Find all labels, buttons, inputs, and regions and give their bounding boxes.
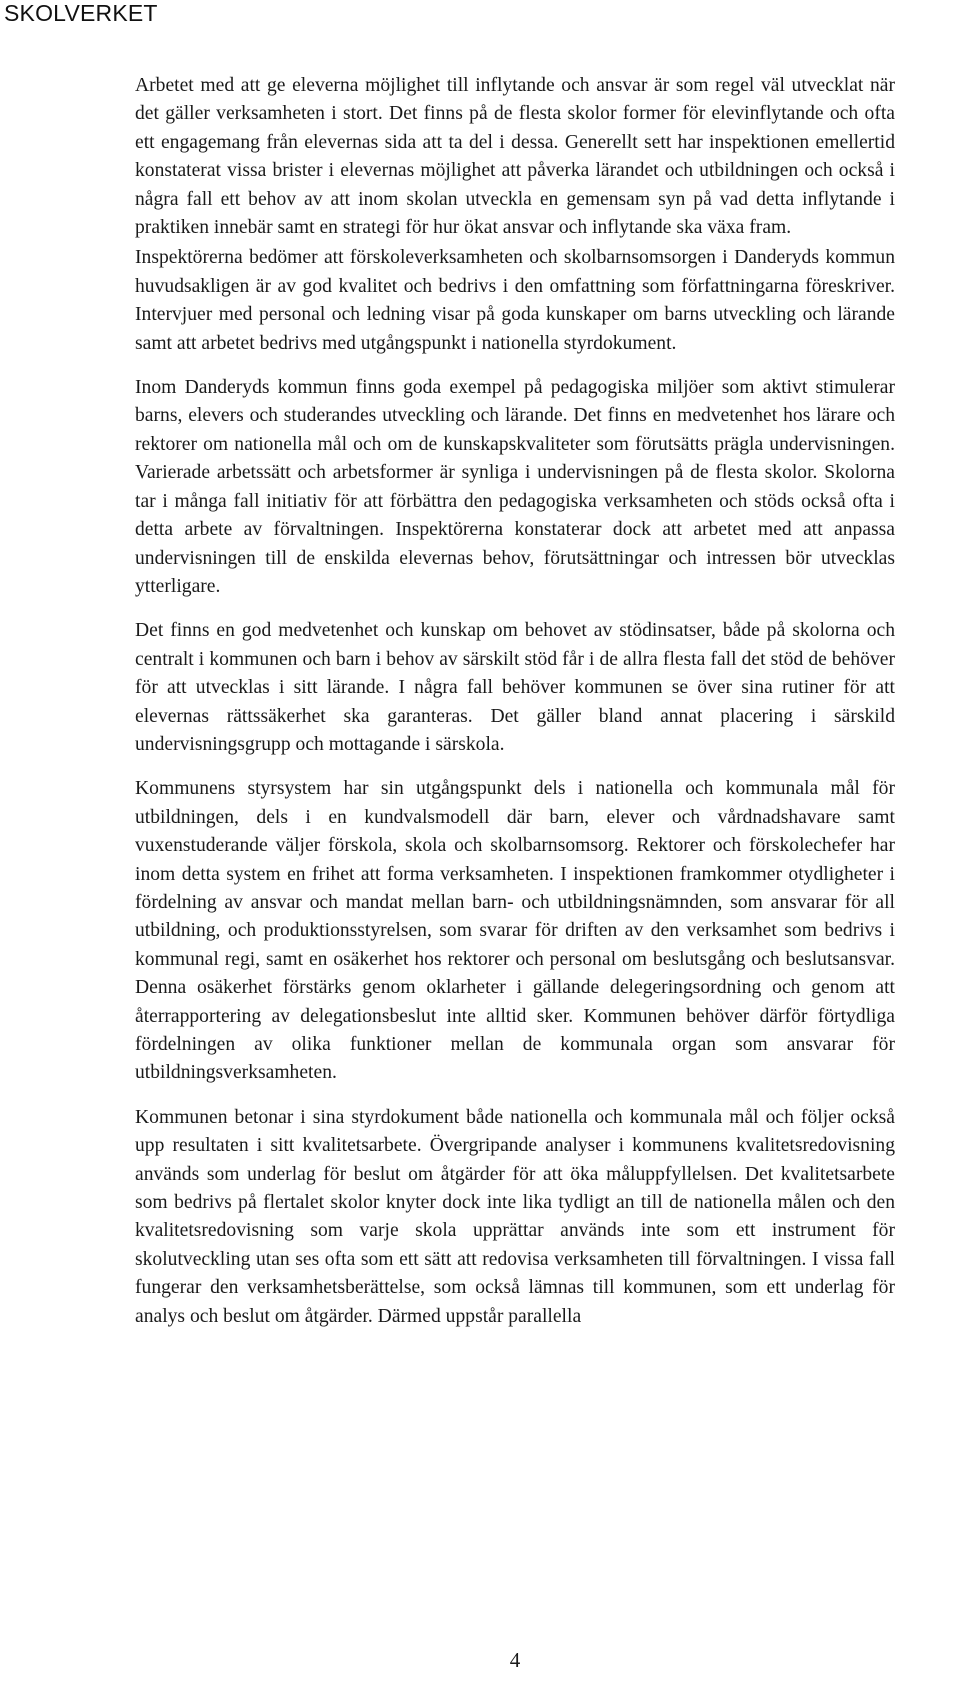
paragraph-styrsystem: Kommunens styrsystem har sin utgångspunkt dels i nationella och kommunala mål för utbildningen, dels i en kundvalsmodell där barn, elever och vårdnadshavare samt vuxenstuderande väljer förskola, skola och skolbarnsomsorg. Rektorer och förskolechefer har inom detta system en frihet att forma verksamheten. I inspektionen framkommer otydligheter i fördelning av ansvar och mandat mellan barn- och utbildningsnämnden, som ansvarar för all utbildning, och produktionsstyrelsen, som svarar för driften av den verksamhet som bedrivs i kommunal regi, samt en osäkerhet hos rektorer och personal om beslutsgång och beslutsansvar. Denna osäkerhet förstärks genom oklarheter i gällande delegeringsordning och genom att återrapportering av delegationsbeslut inte alltid sker. Kommunen behöver därför förtydliga fördelningen av olika funktioner mellan de kommunala organ som ansvarar för utbildningsverksamheten. [135, 778, 895, 1084]
paragraph-kvalitetsarbete: Kommunen betonar i sina styrdokument både nationella och kommunala mål och följer också upp resultaten i sitt kvalitetsarbete. Övergripande analyser i kommunens kvalitetsredovisning används som underlag för beslut om åtgärder för att öka måluppfyllelsen. Det kvalitetsarbete som bedrivs på flertalet skolor knyter dock inte lika tydligt an till de nationella målen och den kvalitetsredovisning som varje skola upprättar används inte som ett instrument för skolutveckling utan ses ofta som ett sätt att redovisa verksamheten till förvaltningen. I vissa fall fungerar den verksamhetsberättelse, som också lämnas till kommunen, som ett underlag för analys och beslut om åtgärder. Därmed uppstår parallella [135, 1106, 895, 1327]
header-title: SKOLVERKET [4, 0, 158, 26]
paragraph-pedagogiska-miljoer: Inom Danderyds kommun finns goda exempel på pedagogiska miljöer som aktivt stimulerar barns, elevers och studerandes utveckling och lärande. Det finns en medvetenhet hos lärare och rektorer om nationella mål och om de kunskapskvaliteter som förutsätts prägla undervisningen. Varierade arbetssätt och arbetsformer är synliga i undervisningen på de flesta skolor. Skolorna tar i många fall initiativ för att förbättra den pedagogiska verksamheten och stöds också ofta i detta arbete av förvaltningen. Inspektörerna konstaterar dock att arbetet med att anpassa undervisningen till de enskilda elevernas behov, förutsättningar och intressen bör utvecklas ytterligare. [135, 377, 895, 597]
paragraph-inflytande: Arbetet med att ge eleverna möjlighet till inflytande och ansvar är som regel väl utvecklat när det gäller verksamheten i stort. Det finns på de flesta skolor former för elevinflytande och ofta ett engagemang från elevernas sida att ta del i dessa. Generellt sett har inspektionen emellertid konstaterat vissa brister i elevernas möjlighet att påverka lärandet och utbildningen och också i några fall ett behov av att inom skolan utveckla en gemensam syn på vad detta inflytande i praktiken innebär samt en strategi för hur ökat ansvar och inflytande ska växa fram. [135, 75, 895, 239]
paragraph-forskoleverksamhet: Inspektörerna bedömer att förskoleverksamheten och skolbarnsomsorgen i Danderyds kommun huvudsakligen är av god kvalitet och bedrivs i den omfattning som författningarna föreskriver. Intervjuer med personal och ledning visar på goda kunskaper om barns utveckling och lärande samt att arbetet bedrivs med utgångspunkt i nationella styrdokument. [135, 247, 895, 354]
document-body [135, 72, 895, 1347]
paragraph-stodinsatser: Det finns en god medvetenhet och kunskap om behovet av stödinsatser, både på skolorna och centralt i kommunen och barn i behov av särskilt stöd får i de allra flesta fall det stöd de behöver för att utvecklas i sitt lärande. I några fall behöver kommunen se över sina rutiner för att elevernas rättssäkerhet ska garanteras. Det gäller bland annat placering i särskild undervisningsgrupp och mottagande i särskola. [135, 620, 895, 755]
page-number: 4 [509, 1648, 521, 1672]
